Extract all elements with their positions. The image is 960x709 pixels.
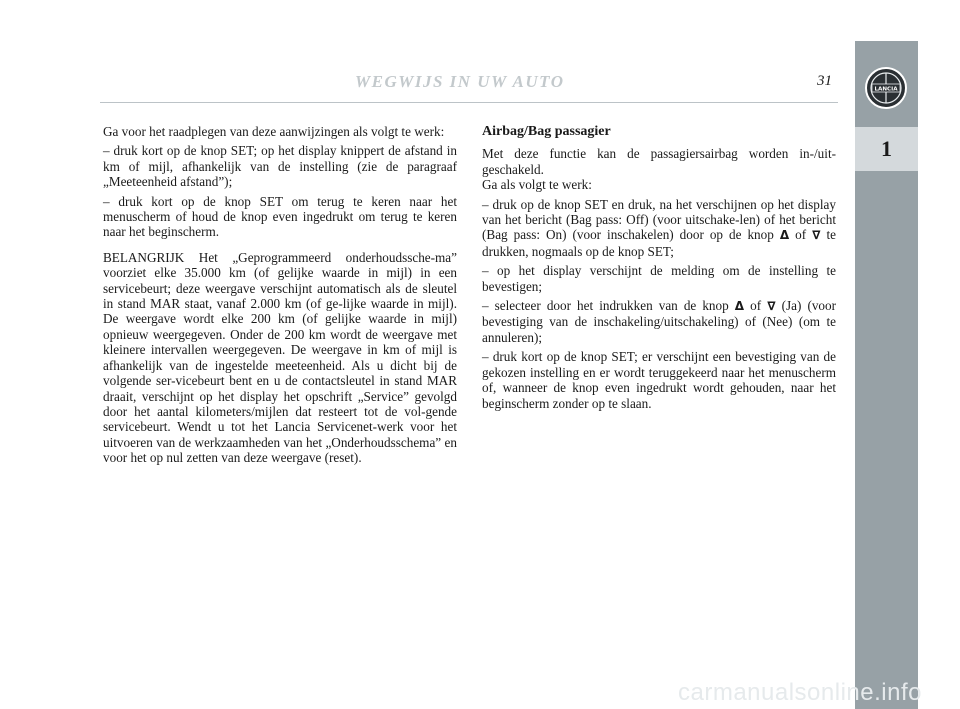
watermark: carmanualsonline.info [678, 679, 922, 706]
text-segment: of [795, 227, 807, 243]
header-divider [100, 102, 838, 103]
text-segment: – druk op de knop SET en druk, na het verschijnen op het display van het bericht (Bag pass: Off) (voor uitschake-len) of het bericht (Bag pass: On) (voor inschakelen) door op de knop [482, 196, 836, 243]
right-column [482, 124, 836, 415]
paragraph: – druk kort op de knop SET; er verschijnt een bevestiging van de gekozen instelling en er wordt teruggekeerd naar het menuscherm of, wanneer de knop even ingedrukt wordt gehouden, naar het beginscherm zonder op te slaan. [482, 349, 836, 411]
up-arrow-icon: Δ [734, 299, 745, 314]
paragraph-important: BELANGRIJK Het „Geprogrammeerd onderhoudssche-ma” voorziet elke 35.000 km (of gelijke waarde in mijl) in een servicebeurt; deze weergave verschijnt automatisch als de sleutel in stand MAR staat, vanaf 2.000 km (of ge-lijke waarde in mijl). De weergave wordt elke 200 km (of gelijke waarde in mijl) opnieuw weergegeven. Onder de 200 km wordt de weergave met kleinere intervallen weergegeven. De weergave in km of mijl is afhankelijk van de ingestelde meeteenheid. Als u dicht bij de volgende ser-vicebeurt bent en u de contactsleutel in stand MAR draait, verschijnt op het display het opschrift „Service” gevolgd door het aantal kilometers/mijlen dat resteert tot de vol-gende servicebeurt. Wendt u tot het Lancia Servicenet-werk voor het uitvoeren van de werkzaamheden van het „Onderhoudsschema” en voor het op nul zetten van deze weergave (reset). [103, 249, 457, 466]
svg-text:LANCIA: LANCIA [874, 86, 898, 93]
left-column [103, 124, 457, 470]
down-arrow-icon: ∇ [767, 299, 776, 314]
text-segment: te drukken, nogmaals op de knop SET; [482, 227, 837, 259]
lancia-logo-icon [864, 66, 908, 110]
paragraph: – druk kort op de knop SET om terug te keren naar het menuscherm of houd de knop even ingedrukt om terug te keren naar het beginscherm. [103, 193, 457, 240]
paragraph: Ga voor het raadplegen van deze aanwijzingen als volgt te werk: [103, 124, 445, 139]
paragraph: – op het display verschijnt de melding om de instelling te bevestigen; [482, 263, 836, 294]
down-arrow-icon: ∇ [812, 228, 821, 243]
chapter-number: 1 [855, 127, 918, 171]
text-segment: – selecteer door het indrukken van de knop [482, 298, 729, 314]
paragraph: Ga als volgt te werk: [482, 177, 592, 193]
section-heading: Airbag/Bag passagier [482, 124, 611, 139]
paragraph: Met deze functie kan de passagiersairbag worden in-/uit-geschakeld. [482, 146, 836, 177]
paragraph [482, 197, 836, 260]
paragraph [482, 298, 836, 345]
page-number: 31 [817, 73, 832, 89]
up-arrow-icon: Δ [779, 228, 790, 243]
paragraph: – druk kort op de knop SET; op het display knippert de afstand in km of mijl, afhankelijk van de instelling (zie de paragraaf „Meeteenheid afstand”); [103, 143, 457, 190]
running-header-title: WEGWIJS IN UW AUTO [355, 72, 565, 91]
text-segment: of [750, 298, 762, 314]
text-segment: (Ja) (voor bevestiging van de inschakeling/uitschakeling) of (Nee) (om te annuleren); [482, 298, 837, 345]
